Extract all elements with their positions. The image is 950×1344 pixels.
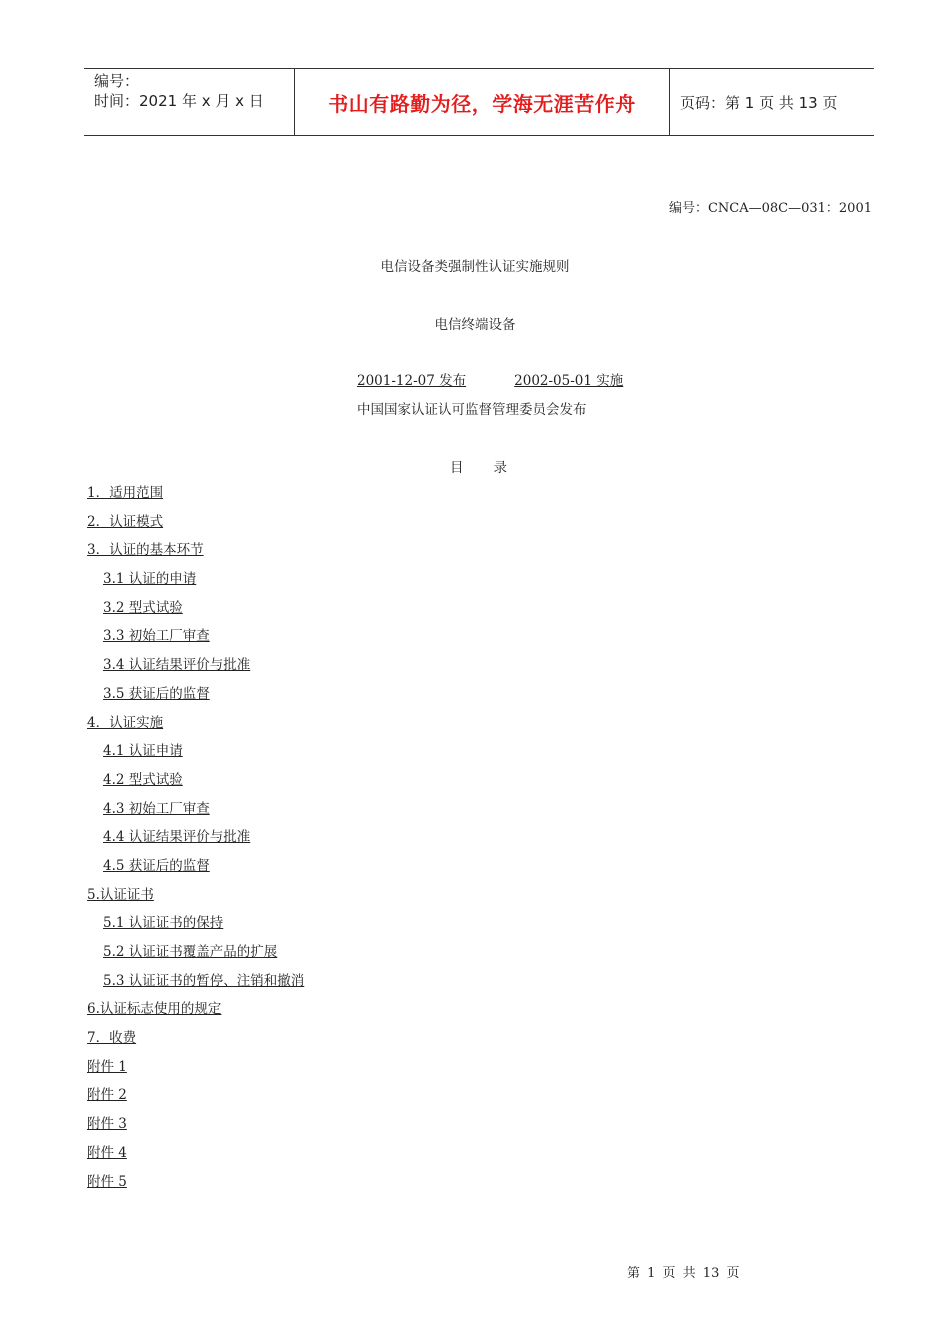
toc-link[interactable]: 3.5 获证后的监督 xyxy=(103,685,210,702)
effective-date: 2002-05-01 实施 xyxy=(514,373,624,389)
toc-item xyxy=(87,857,304,886)
toc-item xyxy=(87,599,304,628)
toc-item xyxy=(87,1115,304,1144)
toc-item xyxy=(87,541,304,570)
toc-item xyxy=(87,513,304,542)
toc-item xyxy=(87,943,304,972)
toc-link[interactable]: 附件 5 xyxy=(87,1173,127,1190)
toc-item xyxy=(87,742,304,771)
toc-link[interactable]: 4．认证实施 xyxy=(87,714,164,731)
toc-item xyxy=(87,1058,304,1087)
publisher: 中国国家认证认可监督管理委员会发布 xyxy=(357,402,587,418)
toc-link[interactable]: 附件 3 xyxy=(87,1116,127,1133)
toc-item xyxy=(87,656,304,685)
table-of-contents xyxy=(87,484,304,1201)
toc-link[interactable]: 3.4 认证结果评价与批准 xyxy=(103,657,251,674)
toc-item xyxy=(87,1000,304,1029)
document-number: 编号：CNCA—08C—031：2001 xyxy=(668,201,872,216)
toc-item xyxy=(87,1144,304,1173)
header-number-label: 编号： xyxy=(94,72,140,90)
toc-item xyxy=(87,1086,304,1115)
document-title: 电信设备类强制性认证实施规则 xyxy=(380,259,570,275)
toc-link[interactable]: 附件 1 xyxy=(87,1058,127,1075)
toc-item xyxy=(87,570,304,599)
toc-title: 目录 xyxy=(450,460,537,476)
header-motto: 书山有路勤为径，学海无涯苦作舟 xyxy=(295,69,670,135)
dates-line xyxy=(357,369,623,389)
toc-item xyxy=(87,886,304,915)
toc-item xyxy=(87,914,304,943)
document-subtitle: 电信终端设备 xyxy=(434,317,516,333)
header-page-info: 页码：第 1 页 共 13 页 xyxy=(680,93,838,112)
toc-item xyxy=(87,685,304,714)
toc-item xyxy=(87,1029,304,1058)
toc-link[interactable]: 5.1 认证证书的保持 xyxy=(103,915,224,932)
toc-link[interactable]: 5.3 认证证书的暂停、注销和撤消 xyxy=(103,972,305,989)
toc-item xyxy=(87,972,304,1001)
toc-item xyxy=(87,484,304,513)
toc-item xyxy=(87,771,304,800)
toc-link[interactable]: 附件 4 xyxy=(87,1144,127,1161)
header-meta xyxy=(84,69,295,135)
toc-link[interactable]: 附件 2 xyxy=(87,1087,127,1104)
release-date: 2001-12-07 发布 xyxy=(357,373,467,389)
toc-item xyxy=(87,800,304,829)
toc-link[interactable]: 1．适用范围 xyxy=(87,485,164,501)
toc-item xyxy=(87,1173,304,1202)
toc-link[interactable]: 6.认证标志使用的规定 xyxy=(87,1001,222,1018)
toc-item xyxy=(87,714,304,743)
toc-link[interactable]: 2．认证模式 xyxy=(87,513,164,530)
toc-link[interactable]: 5.认证证书 xyxy=(87,886,154,903)
toc-link[interactable]: 3.1 认证的申请 xyxy=(103,571,197,588)
header-time-label: 时间：2021 年 x 月 x 日 xyxy=(94,92,264,110)
toc-link[interactable]: 4.2 型式试验 xyxy=(103,771,183,788)
toc-link[interactable]: 4.3 初始工厂审查 xyxy=(103,800,210,817)
page-header xyxy=(84,68,874,136)
toc-item xyxy=(87,828,304,857)
toc-link[interactable]: 4.5 获证后的监督 xyxy=(103,857,210,874)
toc-link[interactable]: 5.2 认证证书覆盖产品的扩展 xyxy=(103,944,278,960)
toc-link[interactable]: 3．认证的基本环节 xyxy=(87,542,204,559)
toc-link[interactable]: 4.4 认证结果评价与批准 xyxy=(103,829,251,846)
toc-link[interactable]: 3.2 型式试验 xyxy=(103,599,183,616)
toc-item xyxy=(87,627,304,656)
toc-link[interactable]: 7．收费 xyxy=(87,1030,137,1047)
toc-link[interactable]: 4.1 认证申请 xyxy=(103,743,183,760)
page-footer: 第 1 页 共 13 页 xyxy=(627,1266,740,1281)
toc-link[interactable]: 3.3 初始工厂审查 xyxy=(103,628,210,645)
